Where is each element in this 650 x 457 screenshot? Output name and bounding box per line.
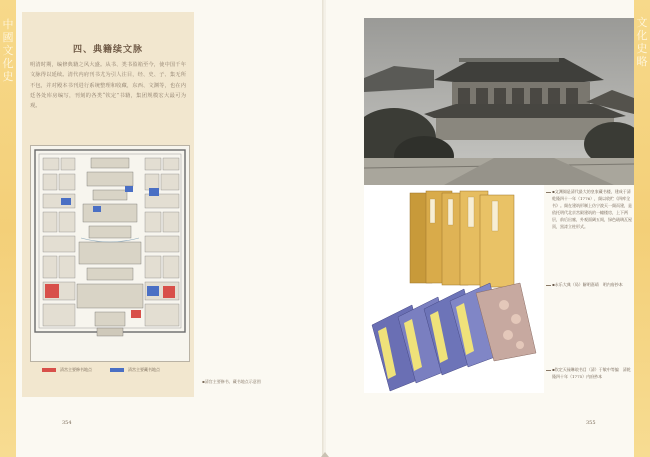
map-caption: ▪清宫主要修书、藏书地点示意图 <box>202 379 261 384</box>
caption-yongle: ▪永乐大典（局）解明嘉靖 明内府抄本 <box>552 282 623 287</box>
left-edge-text: 中國文化史 <box>2 18 14 83</box>
right-edge-text: 文化史略 <box>636 16 648 68</box>
legend-label-compile: 清宫主要修书地点 <box>60 367 92 372</box>
books-panel <box>364 185 544 393</box>
body-paragraph: 明清时期，编修典籍之风大盛。从书、类书盈箱至今，使中国千年文脉得以延续。清代内府刊书尤为引人注目，经、史、子、集无所不包，并对殿本书刊进行系统整理和收藏，东西、文渊等，也在内廷各处库房编写，刊刻的各类“钦定”书籍，集团规模宏大最可为观。 <box>30 62 186 110</box>
legend-swatch-red <box>42 368 56 372</box>
caption-rule-2 <box>546 285 551 286</box>
caption-tianlu: ▪钦定天禄琳琅书目（清）于敏中等编 清乾隆四十年（1775）内府抄本 <box>552 367 631 379</box>
palace-map-drawing <box>31 146 189 361</box>
palace-map <box>30 145 190 362</box>
page-number-right: 355 <box>586 420 596 426</box>
right-edge-band <box>634 0 650 457</box>
gutter-mark <box>321 452 329 457</box>
legend-label-storage: 清宫主要藏书地点 <box>128 367 160 372</box>
books-drawing <box>364 185 544 393</box>
wenyuan-pavilion-drawing <box>364 18 634 185</box>
caption-rule-3 <box>546 370 551 371</box>
caption-wenyuan: ▪文渊阁是清代最大的皇家藏书楼，建成于清乾隆四十一年（1776），阁以收贮《四库全书》。阁在建筑形制上仿宁波天一阁而建，是依托明代北京宫殿建筑的一幢楼房，上下两层，前后出廊，外观面阔五间，绿色琉璃瓦屋顶，黑漆立柱形式。 <box>552 189 632 229</box>
caption-rule-1 <box>546 192 551 193</box>
left-edge-band <box>0 0 16 457</box>
page-number-left: 354 <box>62 420 72 426</box>
legend-swatch-blue <box>110 368 124 372</box>
wenyuan-pavilion-photo <box>364 18 634 185</box>
section-title: 四、典籍续文脉 <box>72 45 143 55</box>
